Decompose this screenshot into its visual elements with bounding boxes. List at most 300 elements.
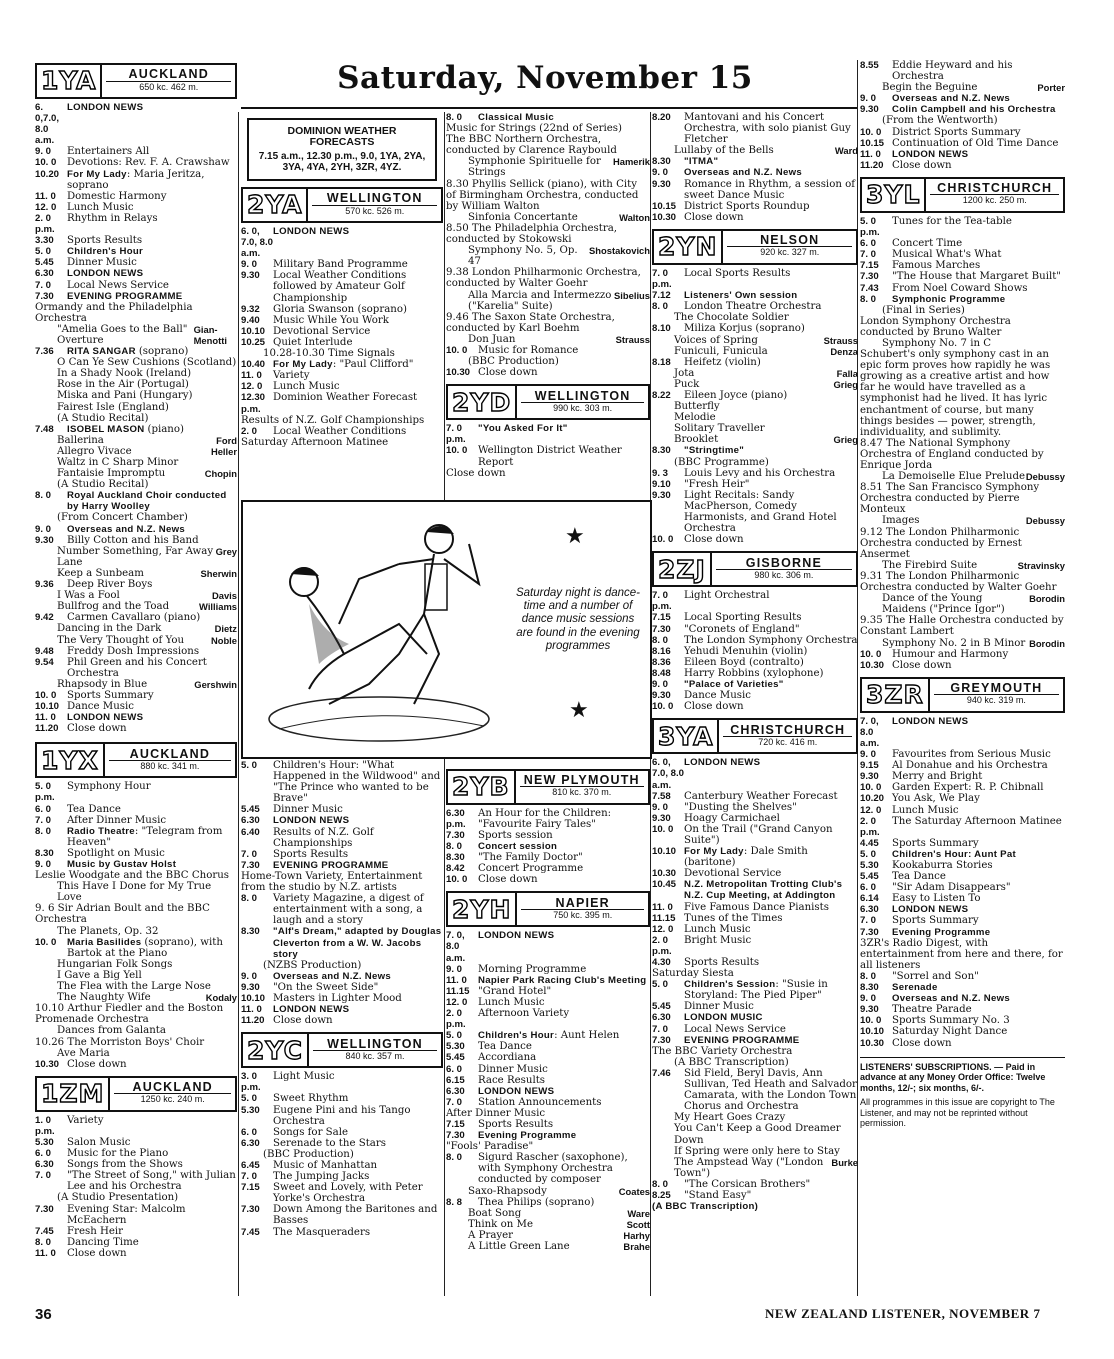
- programme-text: Overseas and N.Z. News: [684, 167, 803, 179]
- programme-item: [241, 437, 443, 448]
- programme-text: Sports Results: [67, 235, 143, 247]
- programme-item: [652, 679, 858, 690]
- programme-time: 6.30: [652, 1012, 671, 1024]
- weather-title: DOMINION WEATHER FORECASTS: [287, 125, 397, 148]
- programme-time: 9.30: [652, 812, 671, 824]
- programme-item: [652, 156, 858, 167]
- programme-item: [446, 1008, 650, 1030]
- composer-name: Sherwin: [200, 567, 237, 579]
- programme-text: Local News Service: [67, 279, 169, 291]
- programme-subitem: Fairest Isle (England): [57, 401, 169, 413]
- programme-item: [446, 1119, 650, 1130]
- programme-item: [446, 1064, 650, 1075]
- programme-item: [241, 370, 443, 381]
- programme-item: [241, 1182, 443, 1204]
- programme-lead: RITA SANGAR: [67, 346, 139, 358]
- programme-text: Humour and Harmony: [892, 648, 1009, 660]
- programme-time: 6.30: [35, 1159, 54, 1171]
- programme-text: "Stringtime": [684, 445, 745, 457]
- programme-time: 7.43: [860, 282, 879, 294]
- composer-name: Walton: [619, 211, 650, 223]
- programme-item: [446, 930, 650, 963]
- programme-item: [35, 213, 237, 235]
- programme-text: [478, 1030, 650, 1041]
- programme-title: Bullfrog and the Toad: [57, 601, 170, 613]
- programme-time: 4.45: [860, 837, 879, 849]
- programme-text: [273, 926, 443, 959]
- programme-time: 9. 0: [241, 970, 258, 982]
- programme-text: "Sir Adam Disappears": [892, 882, 1011, 894]
- programme-item: [241, 893, 443, 926]
- programme-item: [446, 367, 650, 378]
- programme-item: [446, 1075, 650, 1086]
- programme-item: [860, 805, 1065, 816]
- programme-time: 9.30: [241, 981, 260, 993]
- programme-item: [446, 1052, 650, 1063]
- programme-text: Mantovani and his Concert Orchestra, with solo pianist Guy Fletcher: [684, 112, 851, 146]
- programme-text: Variety Magazine, a digest of entertainment with a song, a laugh and a story: [273, 893, 424, 927]
- programme-item: [860, 915, 1065, 926]
- station-call-sign: 3YL: [862, 179, 926, 211]
- programme-time: 11. 0: [35, 712, 56, 724]
- programme-text: Close down: [684, 701, 744, 713]
- programme-text: Home-Town Variety, Entertainment from the studio by N.Z. artists: [241, 870, 423, 894]
- programme-text: Lunch Music: [67, 201, 134, 213]
- column-4: [652, 112, 858, 1212]
- programme-item: [446, 986, 650, 997]
- programme-subitem: Waltz in C Sharp Minor: [57, 457, 179, 468]
- programme-text: Results of N.Z. Golf Championships: [273, 826, 374, 849]
- station-city: WELLINGTON: [312, 193, 437, 205]
- programme-text: LONDON NEWS: [478, 930, 555, 942]
- programme-text: London Theatre Orchestra: [684, 301, 822, 313]
- programme-time: 3. 0 p.m.: [241, 1071, 261, 1094]
- programme-text: [67, 346, 237, 357]
- station-block-2zj: [652, 551, 858, 712]
- programme-text: Military Band Programme: [273, 259, 408, 271]
- programme-time: 8. 0: [35, 825, 52, 837]
- programme-item: [652, 924, 858, 935]
- programme-time: 10. 0: [860, 782, 882, 794]
- programme-item: [446, 345, 650, 356]
- station-block-3ya-cont: [860, 60, 1065, 171]
- programme-text: 10.10 Arthur Fiedler and the Boston Promenade Orchestra: [35, 1003, 224, 1026]
- programme-item: [446, 223, 650, 245]
- programme-text: [67, 826, 237, 848]
- programme-text: Serenade: [892, 982, 938, 994]
- programme-item: [35, 257, 237, 268]
- programme-item: [652, 1190, 858, 1201]
- programme-text: Dinner Music: [67, 257, 137, 269]
- programme-title: Images: [882, 515, 920, 527]
- programme-subitem: (A Studio Recital): [57, 479, 149, 491]
- programme-text: Local Sporting Results: [684, 612, 802, 624]
- programme-time: 10. 0: [860, 126, 882, 138]
- subscriptions-notice: LISTENERS' SUBSCRIPTIONS. — Paid in advance at any Money Order Office: Twelve months, 12/-; six months, 6/-.: [860, 1057, 1065, 1094]
- programme-item: [35, 690, 237, 701]
- programme-text: The Masqueraders: [273, 1226, 371, 1238]
- programme-item-with-composer: [35, 635, 237, 646]
- programme-time: 9. 0: [35, 146, 52, 158]
- programme-text: Theatre Parade: [892, 1004, 972, 1016]
- programme-time: 10.30: [652, 211, 677, 223]
- programme-title: Ballerina: [57, 434, 104, 446]
- programme-text: Musical What's What: [892, 249, 1002, 261]
- programme-time: 6.30 p.m.: [446, 807, 466, 830]
- programme-item: [35, 280, 237, 291]
- programme-text: Sid Field, Beryl Davis, Ann Sullivan, Ted Heath and Salvador Camarata, with the London Town Chorus and Orchestra: [684, 1067, 857, 1113]
- programme-time: 8. 0: [652, 301, 669, 313]
- programme-item: [860, 271, 1065, 282]
- programme-item-with-composer: [35, 568, 237, 579]
- programme-item: [652, 590, 858, 612]
- programme-item: [652, 802, 858, 813]
- programme-item: [35, 102, 237, 146]
- programme-subitem: I Gave a Big Yell: [57, 969, 142, 981]
- station-block-1zm: [35, 1076, 237, 1259]
- programme-time: 9. 0: [860, 93, 877, 105]
- programme-item-with-composer: [446, 1208, 650, 1219]
- programme-time: 10. 0: [35, 157, 57, 169]
- programme-text: "Dusting the Shelves": [684, 801, 797, 813]
- programme-time: 6.14: [860, 893, 879, 905]
- programme-text: LONDON NEWS: [67, 712, 144, 724]
- programme-time: 12.30 p.m.: [241, 392, 266, 415]
- programme-item: [446, 852, 650, 863]
- programme-item: [860, 1015, 1065, 1026]
- programme-time: 8.22: [652, 389, 671, 401]
- programme-text: Lunch Music: [478, 996, 545, 1008]
- programme-item: [241, 1004, 443, 1015]
- programme-item-with-composer: [652, 346, 858, 357]
- programme-item: [446, 1086, 650, 1097]
- programme-time: 7.30: [652, 623, 671, 635]
- programme-text: LONDON NEWS: [684, 757, 761, 769]
- programme-item: [652, 957, 858, 968]
- programme-item: [652, 268, 858, 290]
- programme-time: 7.30: [446, 1130, 465, 1142]
- programme-time: 7. 0 p.m.: [652, 267, 672, 291]
- programme-title: Symphony No. 5, Op. 47: [468, 245, 578, 268]
- programme-item: [860, 571, 1065, 593]
- programme-text: Fresh Heir: [67, 1225, 124, 1237]
- station-header: [35, 63, 237, 99]
- programme-item-with-composer: [652, 379, 858, 390]
- programme-time: 12. 0: [446, 996, 468, 1008]
- programme-text: Lunch Music: [273, 381, 340, 393]
- programme-item-with-composer: [446, 1186, 650, 1197]
- station-frequency: 1250 kc. 240 m.: [140, 1094, 205, 1105]
- programme-detail: : "Susie in Storyland: The Pied Piper": [684, 979, 828, 1002]
- programme-subitem: (BBC Production): [263, 1148, 354, 1160]
- programme-text: Classical Music: [478, 112, 554, 123]
- programme-text: Close down: [67, 1247, 127, 1259]
- programme-text: "Palace of Varieties": [684, 679, 784, 691]
- programme-item: [446, 134, 650, 156]
- programme-item-with-composer: [652, 145, 858, 156]
- programme-time: 7.46: [652, 1067, 671, 1079]
- masthead: NEW ZEALAND LISTENER, NOVEMBER 7: [765, 1306, 1041, 1321]
- programme-time: 10. 0: [35, 936, 57, 948]
- station-name-block: [926, 179, 1063, 211]
- programme-time: 9.42: [35, 612, 54, 624]
- programme-item: [652, 1012, 858, 1023]
- station-call-sign: 3ZR: [862, 679, 930, 711]
- programme-item: [35, 1248, 237, 1259]
- programme-time: 6.30: [860, 904, 879, 916]
- programme-time: 9. 0: [652, 801, 669, 813]
- programme-text: Listeners' Own session: [684, 290, 798, 302]
- programme-time: 10.30: [35, 1058, 60, 1070]
- programme-text: Sports Summary: [892, 837, 979, 849]
- programme-item-with-composer: [652, 1157, 858, 1179]
- programme-item: [35, 1115, 237, 1137]
- station-city: AUCKLAND: [109, 749, 231, 761]
- programme-item: [35, 1037, 237, 1048]
- programme-time: 7.58: [652, 790, 671, 802]
- programme-item: [652, 301, 858, 312]
- programme-text: Dancing Time: [67, 1236, 139, 1248]
- programme-text: Light Music: [273, 1071, 335, 1083]
- programme-time: 7. 0: [860, 249, 877, 261]
- programme-item: [860, 871, 1065, 882]
- programme-time: 10.30: [860, 1037, 885, 1049]
- programme-text: Music While You Work: [273, 314, 389, 326]
- station-frequency: 990 kc. 303 m.: [553, 402, 613, 413]
- programme-text: Saturday Afternoon Matinee: [241, 436, 389, 448]
- station-block-3zr: [860, 677, 1065, 1049]
- programme-text: "Fresh Heir": [684, 478, 750, 490]
- station-city: CHRISTCHURCH: [723, 725, 852, 737]
- programme-subitem: (NZBS Production): [263, 959, 362, 971]
- programme-time: 8.48: [652, 667, 671, 679]
- programme-time: 5.45: [35, 257, 54, 269]
- programme-time: 7. 0: [35, 279, 52, 291]
- programme-item: [860, 283, 1065, 294]
- programme-item: [241, 849, 443, 860]
- programme-text: Variety: [67, 1114, 104, 1126]
- programme-time: 7.30: [35, 290, 54, 302]
- programme-title: Number Something, Far Away Lane: [57, 545, 214, 568]
- station-name-block: [309, 1034, 441, 1066]
- station-name-block: [102, 65, 235, 97]
- programme-time: 10.10: [652, 846, 677, 858]
- station-call-sign: 1YA: [37, 65, 102, 97]
- station-name-block: [712, 553, 856, 585]
- programme-time: 7.12: [652, 290, 671, 302]
- programme-item: [241, 381, 443, 392]
- programme-time: 9. 0: [652, 167, 669, 179]
- programme-detail: (soprano): [138, 346, 189, 358]
- programme-text: Quiet Interlude: [273, 336, 353, 348]
- station-frequency: 720 kc. 416 m.: [758, 736, 818, 747]
- programme-item: [652, 902, 858, 913]
- programme-time: 8.30: [652, 445, 671, 457]
- copyright-notice: All programmes in this issue are copyright to The Listener, and may not be reprinted without permission.: [860, 1097, 1055, 1129]
- programme-detail: (soprano), with Bartok at the Piano: [67, 936, 223, 959]
- programme-title: Sinfonia Concertante: [468, 211, 578, 223]
- programme-title: Lullaby of the Bells: [674, 145, 774, 157]
- composer-name: Coates: [618, 1185, 650, 1197]
- programme-text: Devotional Service: [273, 325, 371, 337]
- programme-text: Light Recitals: Sandy MacPherson, Comedy Harmonists, and Grand Hotel Orchestra: [684, 489, 837, 535]
- programme-item-with-composer: [35, 623, 237, 634]
- station-call-sign: 2ZJ: [654, 553, 712, 585]
- programme-item: [35, 424, 237, 435]
- programme-text: Close down: [892, 159, 952, 171]
- programme-time: 3.30: [35, 235, 54, 247]
- programme-item: [446, 1030, 650, 1041]
- station-call-sign: 1ZM: [37, 1078, 110, 1110]
- programme-item: [652, 612, 858, 623]
- composer-name: Noble: [210, 634, 237, 646]
- programme-item: [241, 1015, 443, 1026]
- composer-name: Stravinsky: [1017, 559, 1065, 571]
- programme-item: [446, 863, 650, 874]
- programme-item: [860, 138, 1065, 149]
- composer-name: Burke: [831, 1156, 858, 1168]
- programme-time: 6.40: [241, 826, 260, 838]
- programme-subitem: Rose in the Air (Portugal): [57, 379, 189, 391]
- programme-time: 7. 0: [860, 915, 877, 927]
- programme-text: Music for Strings (22nd of Series): [446, 123, 622, 135]
- programme-time: 8.30: [652, 156, 671, 168]
- programme-time: 10.10: [241, 992, 266, 1004]
- programme-title: Dance of the Young Maidens ("Prince Igor"): [882, 593, 1005, 616]
- programme-subitem: (From Concert Chamber): [57, 512, 188, 524]
- programme-title: Symphonie Spirituelle for Strings: [468, 156, 601, 179]
- programme-text: LONDON NEWS: [478, 1085, 555, 1097]
- programme-title: The Naughty Wife: [57, 992, 151, 1004]
- station-block-2yc: [241, 1032, 443, 1237]
- programme-text: 9.35 The Halle Orchestra conducted by Constant Lambert: [860, 615, 1064, 638]
- programme-time: 10.25: [241, 336, 266, 348]
- programme-item: [35, 1148, 237, 1159]
- programme-text: Domestic Harmony: [67, 190, 167, 202]
- programme-item: [35, 1059, 237, 1070]
- programme-item: [860, 660, 1065, 671]
- column-3: [446, 112, 650, 1252]
- programme-item: [860, 971, 1065, 982]
- programme-item: [860, 60, 1065, 82]
- programme-text: Tea Dance: [892, 871, 946, 883]
- programme-text: Close down: [684, 211, 744, 223]
- composer-name: Grey: [215, 545, 237, 557]
- composer-name: Williams: [199, 601, 237, 613]
- programme-text: LONDON NEWS: [273, 815, 350, 827]
- programme-title: Don Juan: [468, 333, 516, 345]
- programme-item-with-composer: [446, 290, 650, 312]
- programme-time: 4.30: [652, 957, 671, 968]
- programme-title: "Amelia Goes to the Ball" Overture: [57, 323, 188, 346]
- programme-time: 7.30: [446, 829, 465, 841]
- station-call-sign: 3YA: [654, 720, 719, 752]
- programme-text: Sports Summary No. 3: [892, 1015, 1010, 1027]
- programme-text: Louis Levy and his Orchestra: [684, 467, 836, 479]
- station-city: GISBORNE: [716, 558, 852, 570]
- programme-text: 9.31 The London Philharmonic Orchestra conducted by Walter Goehr: [860, 570, 1057, 594]
- programme-text: LONDON NEWS: [67, 102, 144, 113]
- programme-time: 10.10: [241, 325, 266, 337]
- programme-detail: : "Telegram from Heaven": [67, 825, 223, 848]
- programme-time: 8. 0: [652, 1178, 669, 1190]
- programme-time: 2. 0 p.m.: [860, 815, 880, 838]
- programme-time: 7. 0: [35, 1170, 52, 1182]
- programme-text: Symphony Hour: [67, 781, 151, 793]
- programme-text: Local Sports Results: [684, 267, 791, 279]
- programme-time: 9.30: [652, 690, 671, 702]
- programme-item: [860, 316, 1065, 338]
- programme-item-with-composer: [446, 334, 650, 345]
- programme-text: Wellington District Weather Report: [478, 445, 622, 468]
- station-name-block: [517, 893, 648, 925]
- programme-item: [35, 235, 237, 246]
- programme-text: Saturday Night Dance: [892, 1026, 1008, 1038]
- programme-time: 10.45: [652, 879, 677, 891]
- programme-text: "Fools' Paradise": [446, 1141, 534, 1153]
- programme-time: 1. 0 p.m.: [35, 1114, 55, 1137]
- programme-title: Fantaisie Impromptu: [57, 468, 166, 480]
- column-divider: [444, 758, 445, 1296]
- programme-time: 8. 0: [652, 634, 669, 646]
- programme-text: [67, 169, 237, 191]
- programme-time: 7.30: [241, 1204, 260, 1216]
- programme-item: [446, 975, 650, 986]
- programme-time: 9. 0: [35, 523, 52, 535]
- programme-time: 9. 0: [446, 963, 463, 975]
- programme-text: EVENING PROGRAMME: [273, 859, 389, 871]
- programme-item: [446, 1130, 650, 1141]
- station-call-sign: 2YN: [654, 231, 723, 263]
- station-name-block: [110, 1078, 235, 1110]
- programme-text: Napier Park Racing Club's Meeting: [478, 974, 647, 986]
- programme-item: [652, 490, 858, 534]
- programme-item: [652, 913, 858, 924]
- programme-text: Sports session: [478, 829, 553, 841]
- station-name-block: [930, 679, 1063, 711]
- programme-title: Allegro Vivace: [57, 445, 132, 457]
- programme-item: [35, 1003, 237, 1025]
- programme-item: [860, 993, 1065, 1004]
- programme-item: [35, 612, 237, 623]
- programme-text: After Dinner Music: [446, 1107, 546, 1119]
- programme-item: [35, 804, 237, 815]
- programme-text: Lunch Music: [892, 804, 959, 816]
- programme-item: [241, 1204, 443, 1226]
- programme-title: Boat Song: [468, 1207, 522, 1219]
- programme-text: 10.26 The Morriston Boys' Choir: [35, 1036, 205, 1048]
- programme-item: [35, 826, 237, 848]
- programme-item: [35, 291, 237, 302]
- programme-text: Tunes for the Tea-table: [892, 215, 1012, 227]
- station-block-1ya: [35, 63, 237, 734]
- programme-time: 6.30: [35, 268, 54, 280]
- programme-item: [35, 1159, 237, 1170]
- programme-time: 11. 0: [241, 370, 262, 382]
- programme-time: 7. 0: [241, 848, 258, 860]
- programme-time: 9.32: [241, 303, 260, 315]
- programme-item: [860, 938, 1065, 971]
- programme-item: [35, 848, 237, 859]
- programme-text: Sweet and Lovely, with Peter Yorke's Orchestra: [273, 1182, 423, 1205]
- programme-item: [35, 524, 237, 535]
- programme-time: 8. 0: [446, 112, 463, 123]
- programme-time: 9. 0: [860, 749, 877, 761]
- programme-item-with-composer: [446, 212, 650, 223]
- programme-text: Eileen Joyce (piano): [684, 389, 788, 401]
- programme-time: 11. 0: [446, 974, 467, 986]
- programme-time: 12. 0: [652, 923, 674, 935]
